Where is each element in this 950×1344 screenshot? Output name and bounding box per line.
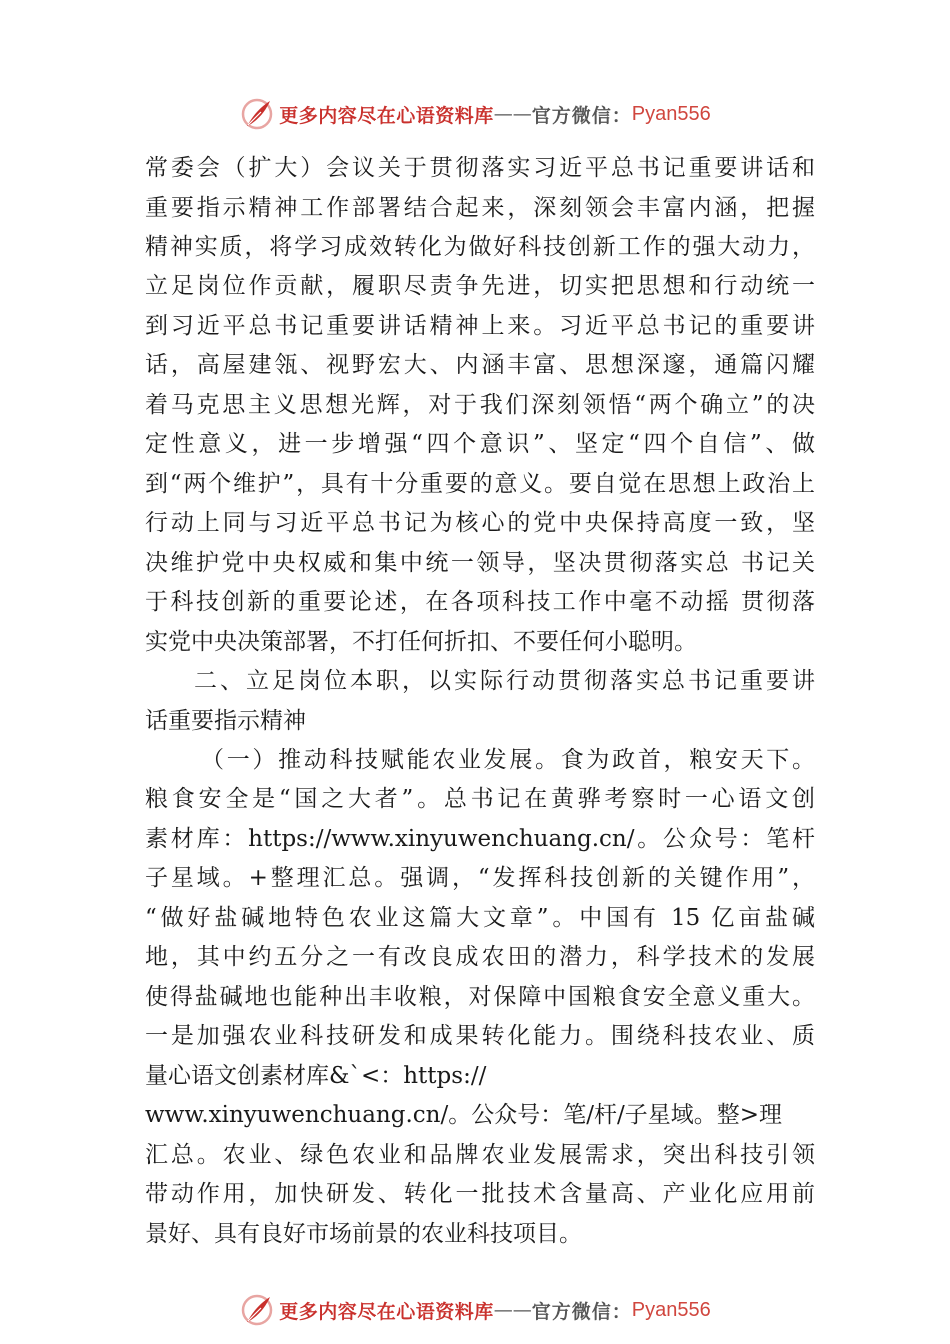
body-line: 粮食安全是“国之大者”。总书记在黄骅考察时一心语文创	[145, 786, 815, 812]
body-line: 量心语文创素材库&`<：https://	[145, 1063, 487, 1089]
body-line: 精神实质，将学习成效转化为做好科技创新工作的强大动力，	[145, 234, 815, 260]
body-line: 带动作用，加快研发、转化一批技术含量高、产业化应用前	[145, 1181, 815, 1207]
body-line: 到习近平总书记重要讲话精神上来。习近平总书记的重要讲	[145, 313, 815, 339]
watermark-dash: ——	[493, 103, 532, 125]
watermark-banner-bottom	[0, 1290, 950, 1330]
body-line: “做好盐碱地特色农业这篇大文章”。中国有 15 亿亩盐碱	[145, 905, 815, 931]
watermark-wechat-id: Pyan556	[631, 102, 711, 125]
body-line: 到“两个维护”，具有十分重要的意义。要自觉在思想上政治上	[145, 471, 815, 497]
body-line: 使得盐碱地也能种出丰收粮，对保障中国粮食安全意义重大。	[145, 984, 815, 1010]
body-line: 重要指示精神工作部署结合起来，深刻领会丰富内涵，把握	[145, 195, 815, 221]
body-line: 定性意义，进一步增强“四个意识”、坚定“四个自信”、做	[145, 431, 815, 457]
body-line: 一是加强农业科技研发和成果转化能力。围绕科技农业、质	[145, 1023, 815, 1049]
body-line: 于科技创新的重要论述，在各项科技工作中毫不动摇 贯彻落	[145, 589, 815, 615]
body-line: 着马克思主义思想光辉，对于我们深刻领悟“两个确立”的决	[145, 392, 815, 418]
section-heading-line: 话重要指示精神	[145, 708, 306, 734]
body-line: 地，其中约五分之一有改良成农田的潜力，科学技术的发展	[145, 944, 815, 970]
body-line: 子星域。+整理汇总。强调，“发挥科技创新的关键作用”，	[145, 865, 815, 891]
watermark-banner-top	[0, 94, 950, 134]
section-heading-line: 二、立足岗位本职，以实际行动贯彻落实总书记重要讲	[194, 668, 815, 694]
body-line: 常委会（扩大）会议关于贯彻落实习近平总书记重要讲话和	[145, 155, 815, 181]
watermark-wechat-label: 官方微信：	[531, 1300, 632, 1323]
watermark-title: 更多内容尽在心语资料库	[279, 104, 494, 127]
watermark-dash: ——	[493, 1299, 532, 1321]
body-line: 景好、具有良好市场前景的农业科技项目。	[145, 1221, 582, 1247]
body-line: 话，高屋建瓴、视野宏大、内涵丰富、思想深邃，通篇闪耀	[145, 352, 815, 378]
body-line: www.xinyuwenchuang.cn/。公众号：笔/杆/子星域。整>理	[145, 1102, 782, 1128]
subsection-heading-line: （一）推动科技赋能农业发展。食为政首，粮安天下。	[201, 747, 815, 773]
body-line: 汇总。农业、绿色农业和品牌农业发展需求，突出科技引领	[145, 1142, 815, 1168]
quill-pen-logo-icon	[239, 1292, 275, 1328]
watermark-wechat-label: 官方微信：	[531, 104, 632, 127]
quill-pen-logo-icon	[239, 96, 275, 132]
body-line: 立足岗位作贡献，履职尽责争先进，切实把思想和行动统一	[145, 273, 815, 299]
body-line: 素材库：https://www.xinyuwenchuang.cn/。公众号：笔杆	[145, 826, 815, 852]
watermark-wechat-id: Pyan556	[631, 1298, 711, 1321]
watermark-title: 更多内容尽在心语资料库	[279, 1300, 494, 1323]
body-line: 行动上同与习近平总书记为核心的党中央保持高度一致，坚	[145, 510, 815, 536]
body-line: 实党中央决策部署，不打任何折扣、不要任何小聪明。	[145, 629, 697, 655]
body-line: 决维护党中央权威和集中统一领导，坚决贯彻落实总 书记关	[145, 550, 815, 576]
